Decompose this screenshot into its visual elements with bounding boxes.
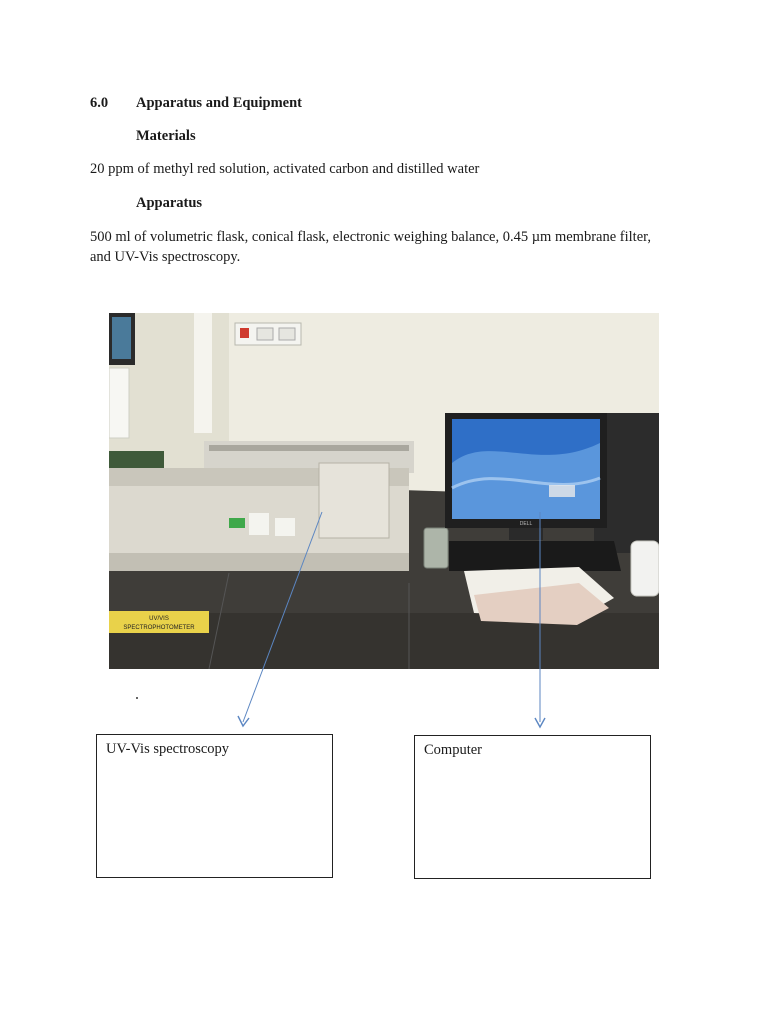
- arrow-line-spectroscopy: [243, 512, 322, 722]
- callout-label-computer: Computer: [424, 742, 482, 758]
- callout-label-spectroscopy: UV-Vis spectroscopy: [106, 741, 230, 757]
- apparatus-text-line2: and UV-Vis spectroscopy.: [90, 249, 241, 265]
- monitor-brand: DELL: [519, 521, 533, 527]
- sign-line1: UV/VIS: [149, 616, 169, 622]
- sign-line2: SPECTROPHOTOMETER: [123, 625, 195, 631]
- callout-box-spectroscopy: [96, 734, 333, 878]
- section-number: 6.0: [90, 95, 109, 111]
- apparatus-heading: Apparatus: [136, 195, 203, 211]
- materials-heading: Materials: [136, 128, 196, 144]
- materials-text: 20 ppm of methyl red solution, activated carbon and distilled water: [90, 161, 480, 177]
- section-title: Apparatus and Equipment: [136, 95, 302, 111]
- callout-box-computer: [414, 735, 651, 879]
- apparatus-text-line1: 500 ml of volumetric flask, conical flask, electronic weighing balance, 0.45 µm membrane filter,: [90, 229, 652, 245]
